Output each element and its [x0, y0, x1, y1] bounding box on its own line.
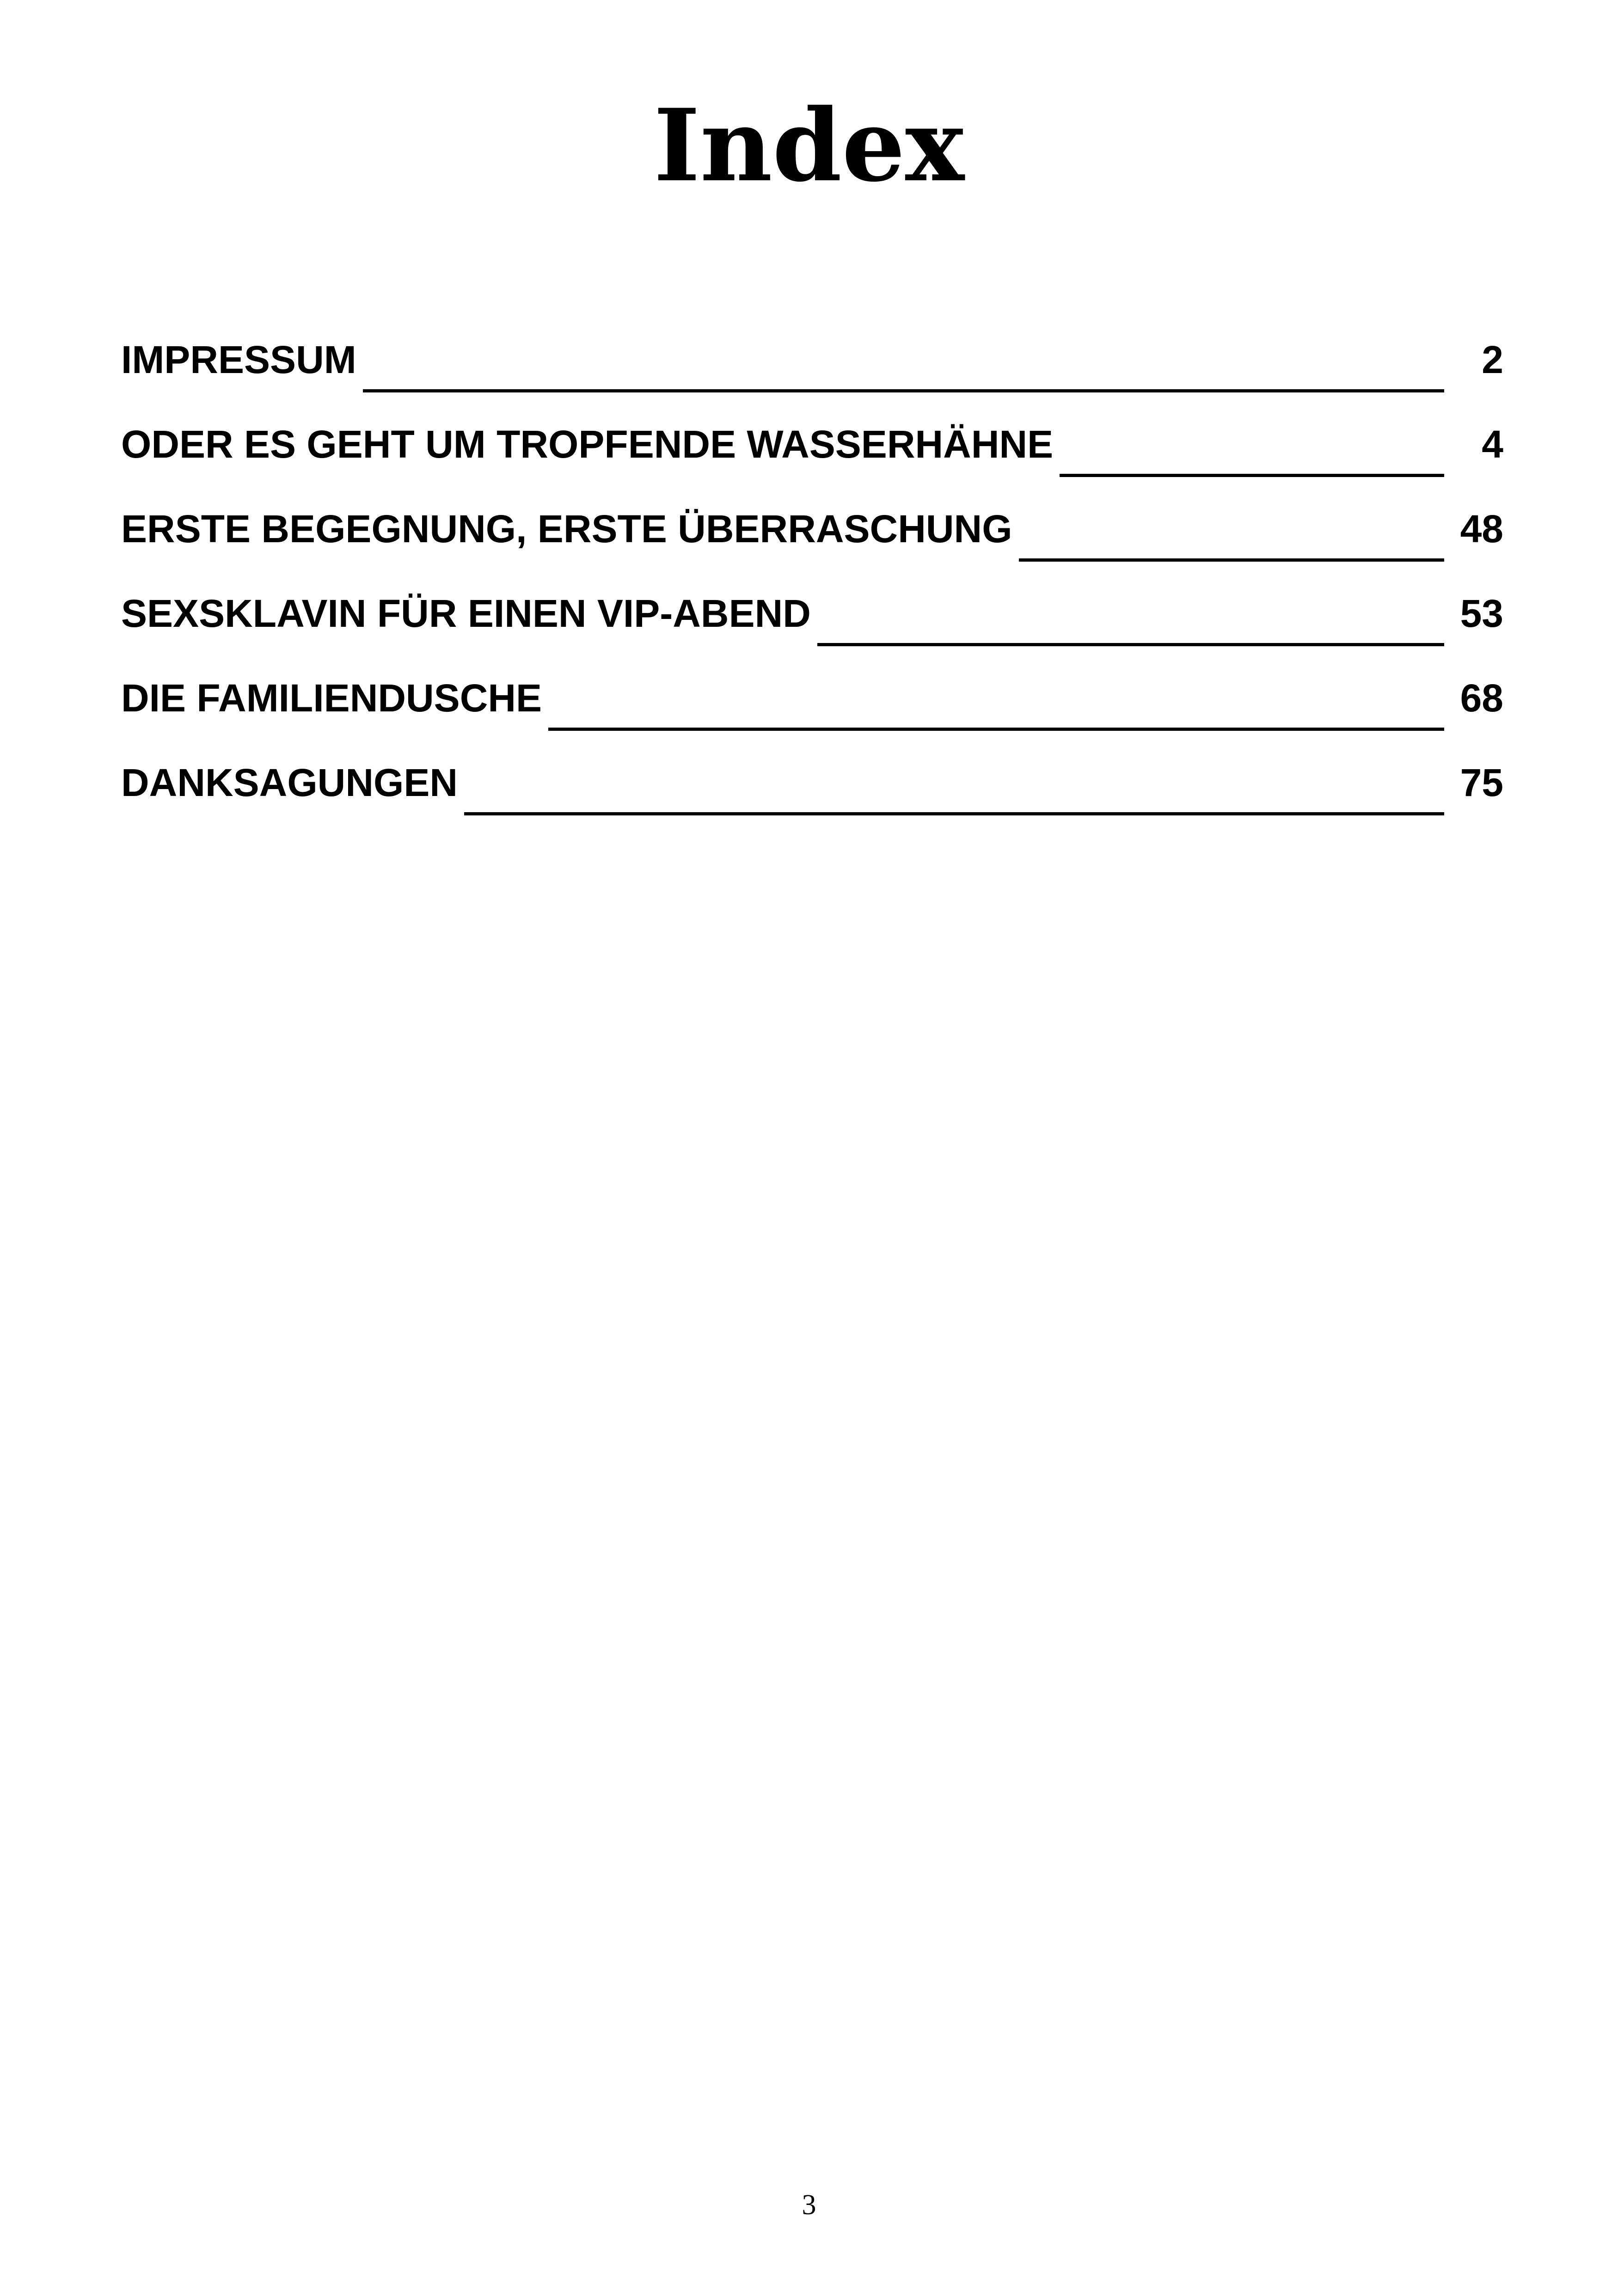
toc-entry-label: SEXSKLAVIN FÜR EINEN VIP-ABEND: [121, 592, 811, 635]
toc-entry-vip-abend[interactable]: [121, 586, 1503, 670]
toc-entry-page: 48: [1460, 507, 1503, 551]
toc-entry-label: ODER ES GEHT UM TROPFENDE WASSERHÄHNE: [121, 422, 1054, 466]
toc-leader-line: [1019, 558, 1444, 562]
toc-entry-wasserhaehne[interactable]: [121, 416, 1503, 501]
toc-entry-page: 53: [1460, 592, 1503, 635]
toc-leader-line: [817, 643, 1444, 646]
toc-entry-label: DANKSAGUNGEN: [121, 761, 458, 804]
page-title: Index: [653, 87, 965, 204]
table-of-contents: [121, 332, 1503, 839]
toc-leader-line: [548, 728, 1444, 731]
toc-entry-page: 75: [1460, 761, 1503, 804]
toc-leader-line: [464, 812, 1444, 815]
toc-entry-erste-begegnung[interactable]: [121, 501, 1503, 586]
toc-entry-label: ERSTE BEGEGNUNG, ERSTE ÜBERRASCHUNG: [121, 507, 1012, 551]
toc-entry-impressum[interactable]: [121, 332, 1503, 416]
toc-entry-label: DIE FAMILIENDUSCHE: [121, 676, 542, 720]
toc-leader-line: [1060, 474, 1444, 477]
toc-entry-label: IMPRESSUM: [121, 338, 356, 381]
toc-entry-page: 4: [1482, 422, 1503, 466]
toc-leader-line: [363, 389, 1444, 392]
page-number: 3: [802, 2189, 816, 2221]
toc-entry-familiendusche[interactable]: [121, 670, 1503, 755]
toc-entry-page: 68: [1460, 676, 1503, 720]
toc-entry-danksagungen[interactable]: [121, 755, 1503, 839]
toc-entry-page: 2: [1482, 338, 1503, 381]
